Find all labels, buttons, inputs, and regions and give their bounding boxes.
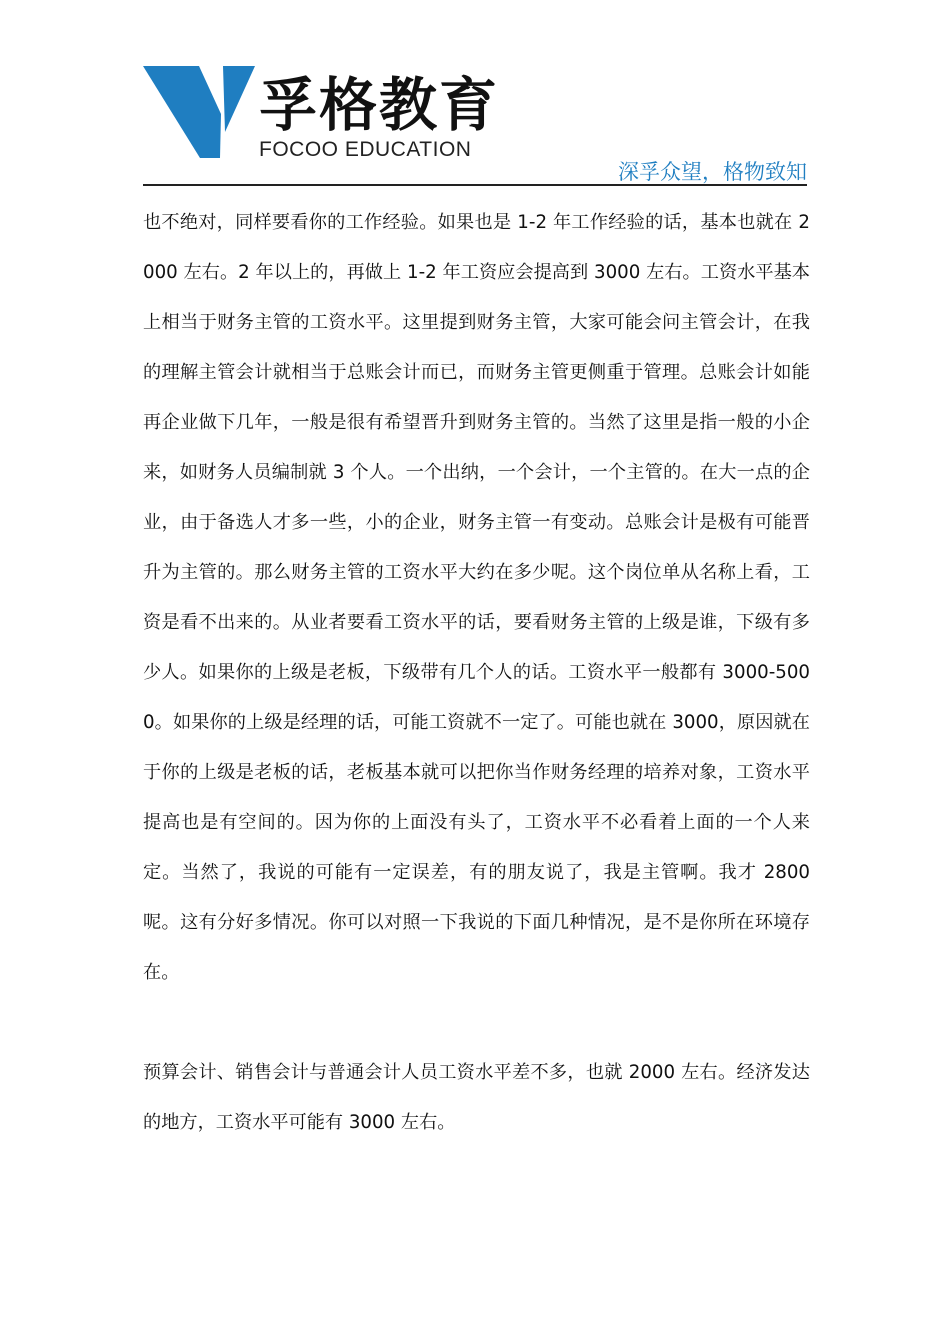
body-paragraph-2: 预算会计、销售会计与普通会计人员工资水平差不多，也就 2000 左右。经济发达的地方，工资水平可能有 3000 左右。 bbox=[143, 1062, 810, 1133]
slogan: 深孚众望，格物致知 bbox=[618, 160, 807, 184]
focoo-logo-icon bbox=[143, 66, 255, 158]
header-divider bbox=[143, 184, 807, 186]
body-paragraph-1: 也不绝对，同样要看你的工作经验。如果也是 1-2 年工作经验的话，基本也就在 2000 左右。2 年以上的，再做上 1-2 年工资应会提高到 3000 左右。工资水平基本上相当于财务主管的工资水平。这里提到财务主管，大家可能会问主管会计，在我的理解主管会计就相当于总账会计而已，而财务主管更侧重于管理。总账会计如能再企业做下几年，一般是很有希望晋升到财务主管的。当然了这里是指一般的小企来，如财务人员编制就 3 个人。一个出纳，一个会计，一个主管的。在大一点的企业，由于备选人才多一些，小的企业，财务主管一有变动。总账会计是极有可能晋升为主管的。那么财务主管的工资水平大约在多少呢。这个岗位单从名称上看，工资是看不出来的。从业者要看工资水平的话，要看财务主管的上级是谁，下级有多少人。如果你的上级是老板，下级带有几个人的话。工资水平一般都有 3000-5000。如果你的上级是经理的话，可能工资就不一定了。可能也就在 3000，原因就在于你的上级是老板的话，老板基本就可以把你当作财务经理的培养对象，工资水平提高也是有空间的。因为你的上面没有头了，工资水平不必看着上面的一个人来定。当然了，我说的可能有一定误差，有的朋友说了，我是主管啊。我才 2800 呢。这有分好多情况。你可以对照一下我说的下面几种情况，是不是你所在环境存在。 bbox=[143, 212, 810, 983]
brand-name-english: FOCOO EDUCATION bbox=[259, 138, 472, 161]
document-body bbox=[143, 198, 810, 1148]
brand-name-chinese: 孚格教育 bbox=[259, 71, 500, 139]
page-header bbox=[143, 66, 807, 186]
